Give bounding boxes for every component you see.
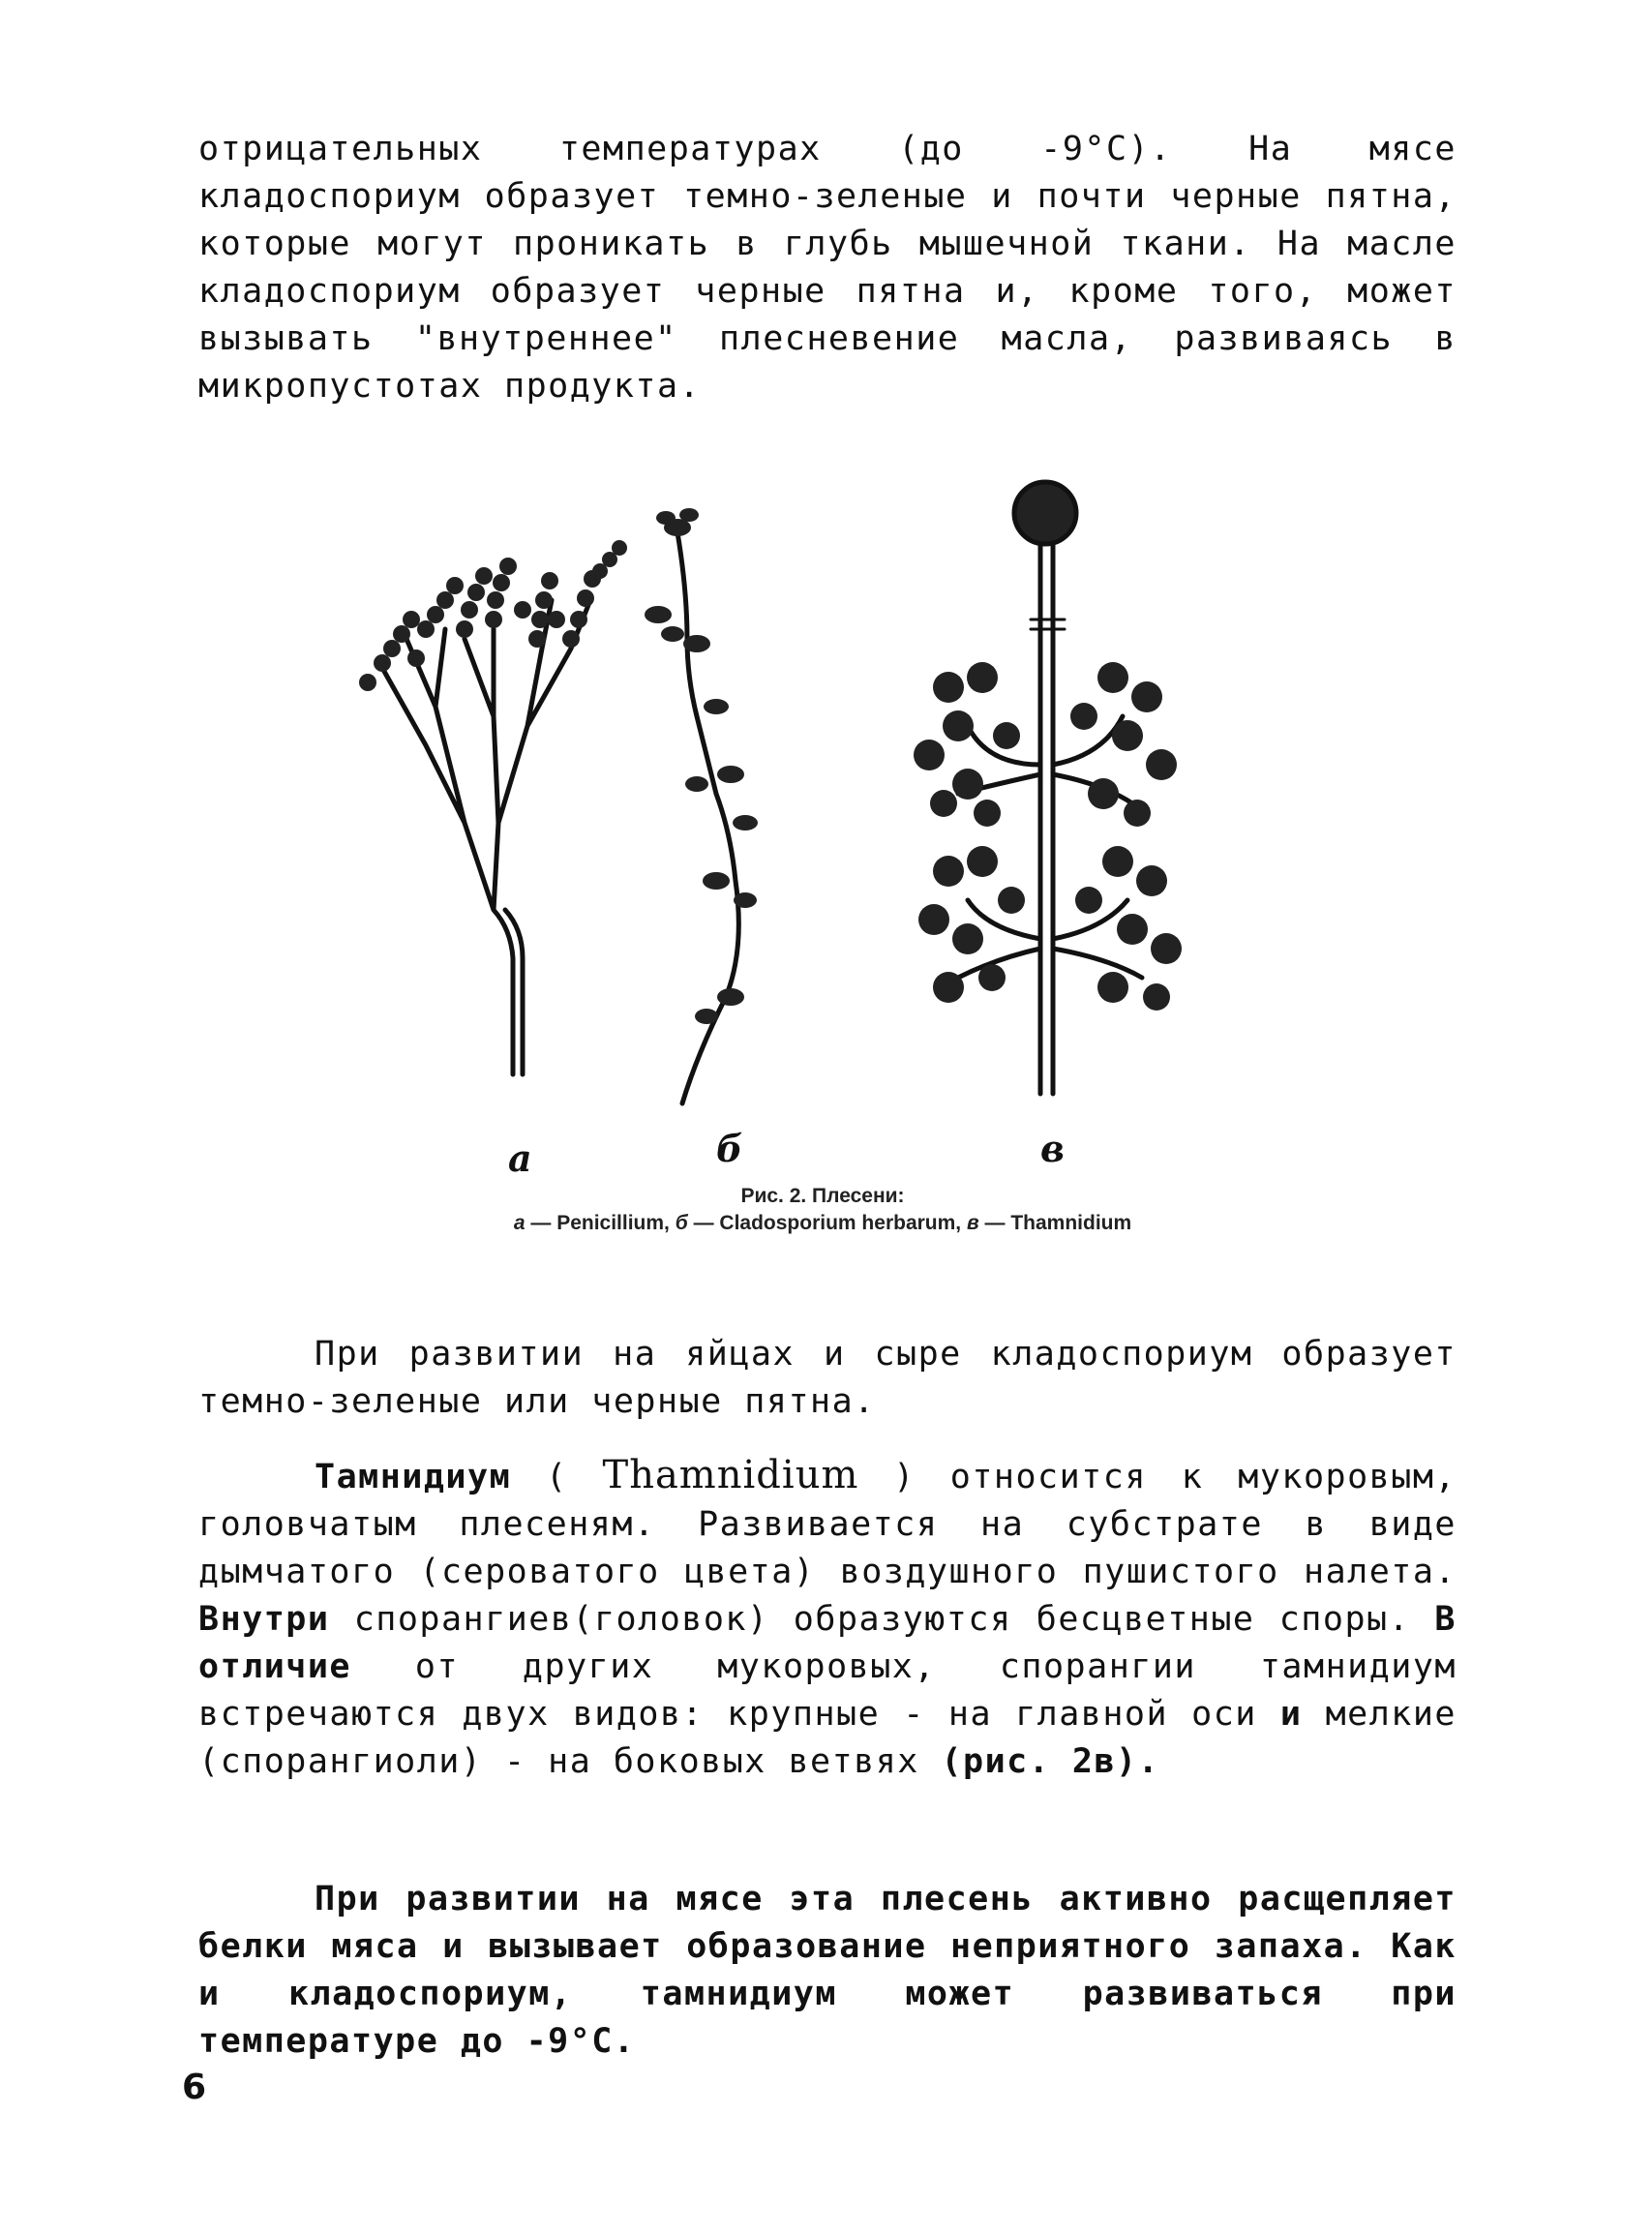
paragraph-continuation: отрицательных температурах (до -9°С). На мясе кладоспориум образует темно-зеленые и почти черные пятна, которые могут проникать в глубь мышечной ткани. На масле кладоспориум образует черные пятна и, кроме того, может вызывать "внутреннее" плесневение масла, развиваясь в микропустотах продукта.: [198, 130, 1457, 406]
thamnidium-latin-name: Thamnidium: [602, 1453, 859, 1497]
paragraph-4-temperature: -9°С.: [526, 2022, 636, 2061]
paragraph-3-bold-3: и: [1279, 1695, 1303, 1734]
caption-legend: а — Penicillium, б — Cladosporium herbarum, в — Thamnidium: [513, 1212, 1132, 1234]
figure-label-a: а: [508, 1136, 532, 1180]
thamnidium-term: Тамнидиум: [315, 1458, 512, 1496]
paragraph-3-bold-1: Внутри: [198, 1600, 330, 1639]
paragraph-3-bold-2: В отличие: [198, 1600, 1457, 1686]
caption-title: Рис. 2. Плесени:: [740, 1185, 905, 1207]
caption-a-letter: а: [513, 1212, 526, 1234]
paragraph-meat: [198, 1876, 1457, 2066]
page-number: 6: [182, 2068, 207, 2107]
caption-a-name: Penicillium,: [556, 1212, 670, 1234]
paragraph-3-text-4: мелкие (спорангиоли) - на боковых ветвях: [198, 1695, 1457, 1781]
caption-b-name: Cladosporium herbarum,: [719, 1212, 962, 1234]
paragraph-eggs-cheese: [198, 1331, 1457, 1426]
paragraph-2-text: При развитии на яйцах и сыре кладоспориум образует темно-зеленые или черные пятна.: [198, 1335, 1457, 1421]
caption-b-letter: б: [675, 1212, 688, 1234]
paragraph-3-text-3: от других мукоровых, спорангии тамнидиум встречаются двух видов: крупные - на главной оси: [198, 1647, 1457, 1734]
open-paren: (: [546, 1458, 568, 1496]
paragraph-thamnidium: [198, 1452, 1457, 1786]
mold-illustrations: [290, 474, 1355, 1191]
thamnidium-drawing: [914, 482, 1182, 1094]
figure-label-c: в: [1040, 1127, 1065, 1170]
penicillium-drawing: [359, 540, 627, 1074]
cladosporium-drawing: [645, 508, 758, 1103]
paragraph-3-text-2: спорангиев(головок) образуются бесцветные споры.: [353, 1600, 1411, 1639]
figure-reference: (рис. 2в).: [941, 1742, 1160, 1781]
close-paren: ): [893, 1458, 916, 1496]
paragraph-3-text-1: относится к мукоровым, головчатым плесеням. Развивается на субстрате в виде дымчатого (сероватого цвета) воздушного пушистого налета.: [198, 1458, 1457, 1591]
caption-c-name: Thamnidium: [1010, 1212, 1132, 1234]
figure-label-b: б: [716, 1127, 743, 1170]
caption-c-letter: в: [966, 1212, 979, 1234]
paragraph-4-text: При развитии на мясе эта плесень активно расщепляет белки мяса и вызывает образование неприятного запаха. Как и кладоспориум, тамнидиум может развиваться при температуре до: [198, 1880, 1457, 2061]
figure-caption: [290, 1183, 1355, 1237]
